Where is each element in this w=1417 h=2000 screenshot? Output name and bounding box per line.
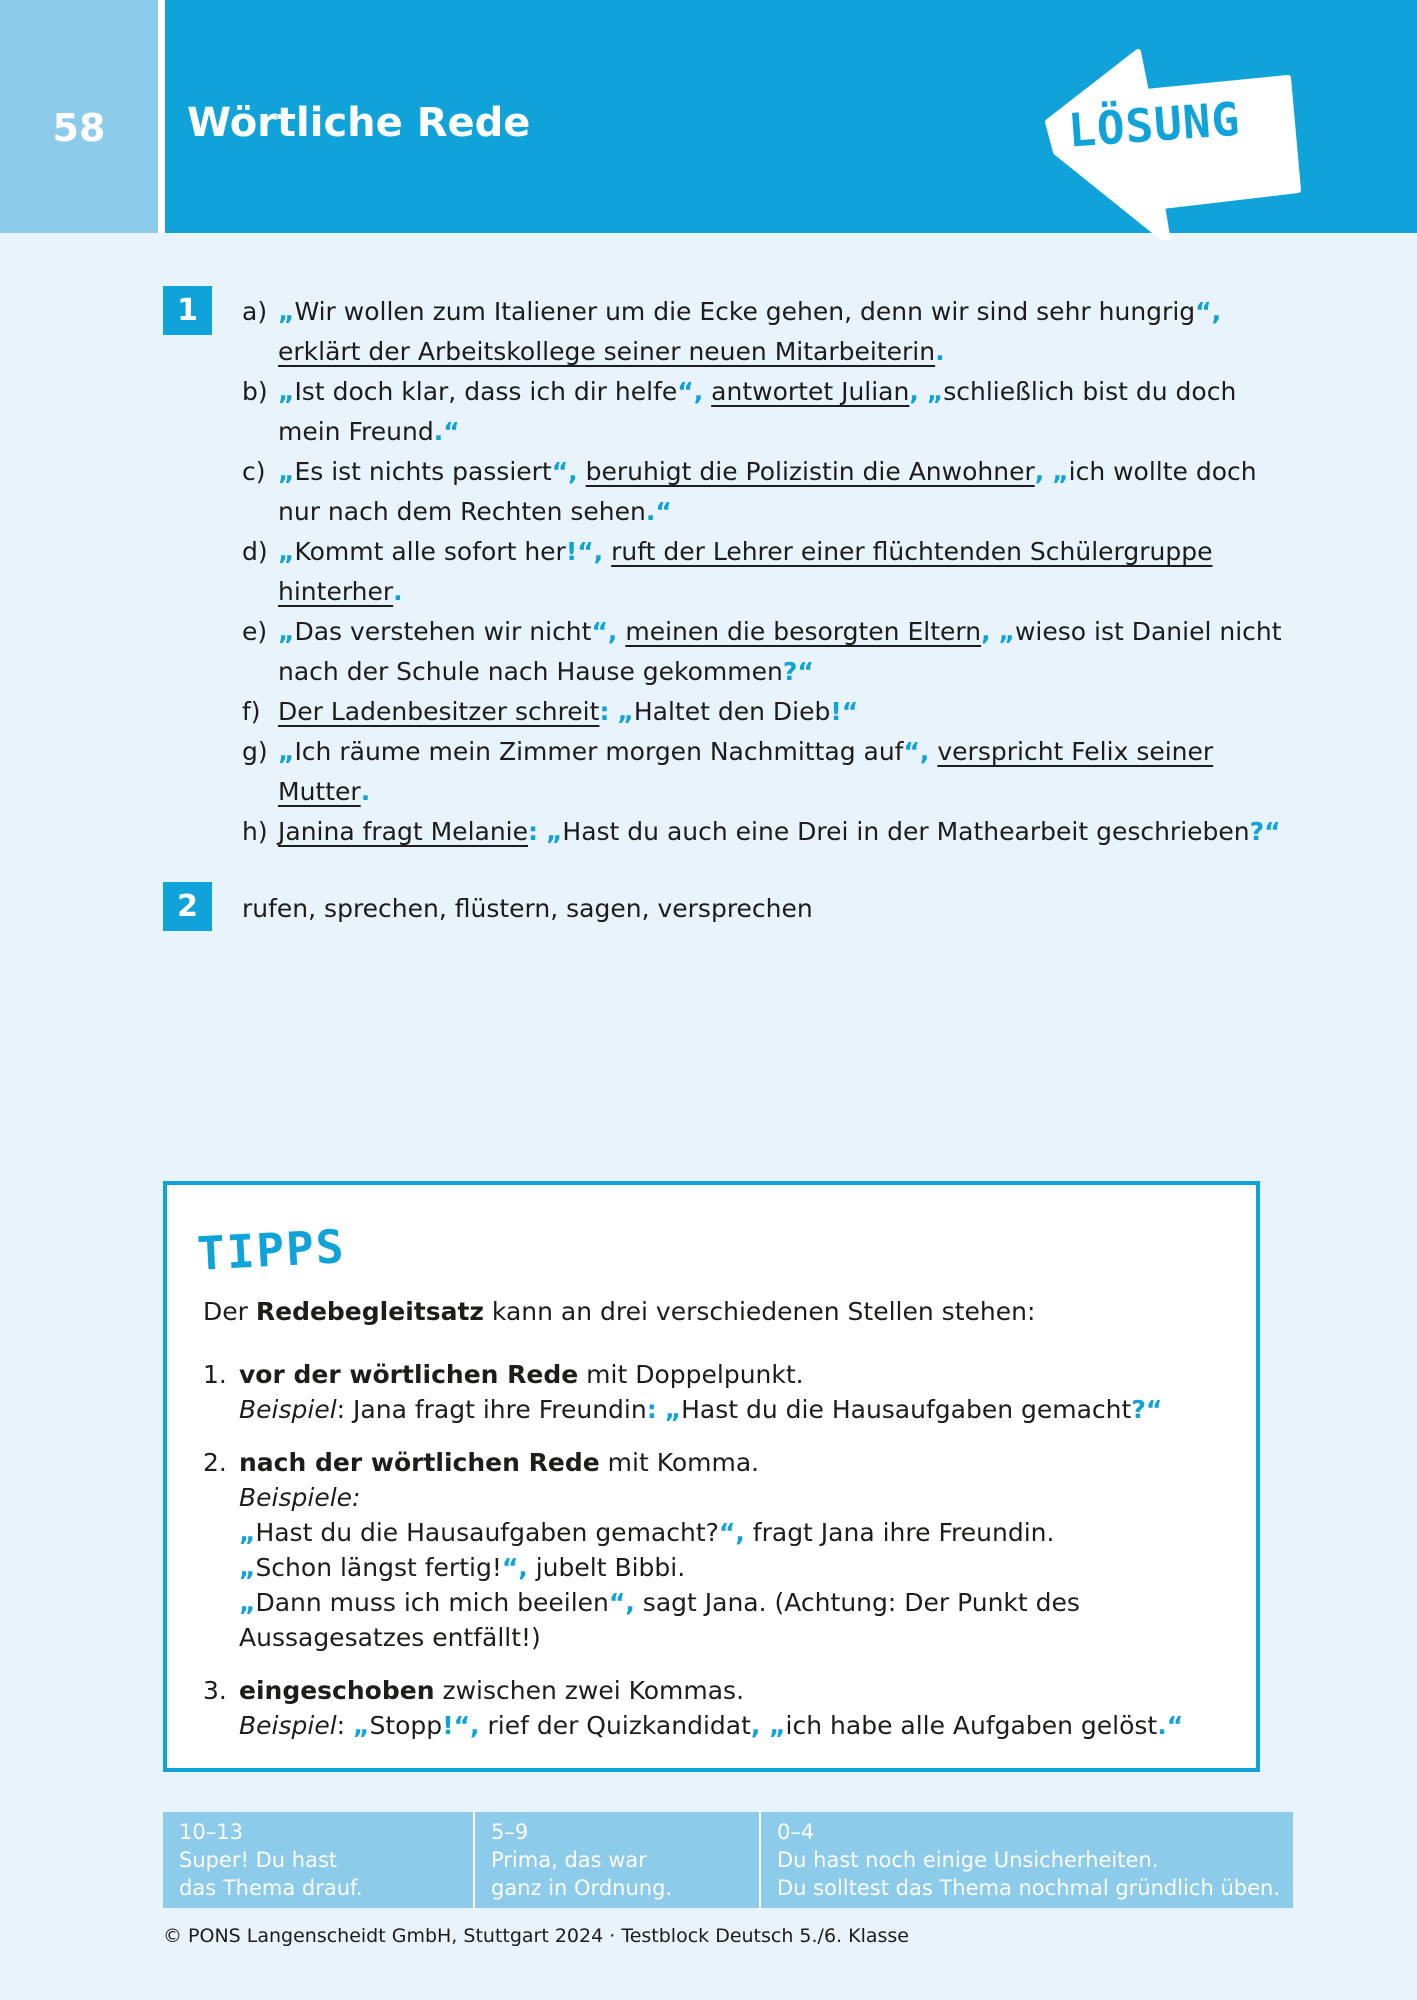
- answer-b: [242, 372, 1302, 452]
- score-text: ganz in Ordnung.: [491, 1876, 673, 1900]
- attribution: ruft der Lehrer einer flüchtenden Schülergruppe hinterher: [278, 537, 1213, 606]
- tip-text: zwischen zwei Kommas.: [434, 1676, 745, 1705]
- punctuation: ,: [909, 377, 919, 406]
- attribution: Janina fragt Melanie: [278, 817, 528, 846]
- score-bar: [163, 1812, 1293, 1908]
- tip-keyword: nach der wörtlichen Rede: [239, 1448, 600, 1477]
- speech: Hast du auch eine Drei in der Mathearbeit geschrieben: [562, 817, 1250, 846]
- score-text: Prima, das war: [491, 1848, 647, 1872]
- attribution: antwortet Julian: [711, 377, 910, 406]
- quote-mark: „: [278, 737, 295, 766]
- tip-item-1: [203, 1357, 1243, 1427]
- solution-badge: LÖSUNG: [1066, 91, 1242, 158]
- attribution: meinen die besorgten Eltern: [625, 617, 982, 646]
- answer-e: [242, 612, 1302, 692]
- answer-c: [242, 452, 1302, 532]
- punctuation: :: [528, 817, 538, 846]
- punctuation: “,: [551, 457, 578, 486]
- quote-mark: „: [1052, 457, 1069, 486]
- quote-mark: „: [278, 617, 295, 646]
- tips-list: [203, 1357, 1243, 1761]
- punctuation: “,: [718, 1518, 745, 1547]
- task-number-2: 2: [163, 882, 212, 931]
- speech: schließlich bist du doch mein Freund: [278, 377, 1237, 446]
- example-quote: ich habe alle Aufgaben gelöst: [785, 1711, 1158, 1740]
- attribution: verspricht Felix seiner Mutter: [278, 737, 1214, 806]
- score-text: das Thema drauf.: [179, 1876, 363, 1900]
- example-text: Jana fragt ihre Freundin: [353, 1395, 647, 1424]
- punctuation: “,: [677, 377, 704, 406]
- punctuation: .“: [433, 417, 460, 446]
- tip-number: 1.: [203, 1360, 227, 1389]
- punctuation: “,: [501, 1553, 528, 1582]
- quote-mark: „: [278, 537, 295, 566]
- quote-mark: „: [239, 1588, 256, 1617]
- speech: Das verstehen wir nicht: [294, 617, 592, 646]
- tip-text: mit Doppelpunkt.: [578, 1360, 804, 1389]
- punctuation: .: [393, 577, 403, 606]
- score-text: Du solltest das Thema nochmal gründlich üben.: [777, 1876, 1280, 1900]
- example-text: sagt Jana. (Achtung: Der Punkt des Aussagesatzes entfällt!): [239, 1588, 1080, 1652]
- punctuation: !“: [830, 697, 859, 726]
- item-label: g): [242, 737, 268, 766]
- score-range: 0–4: [777, 1820, 815, 1844]
- punctuation: “,: [608, 1588, 635, 1617]
- attribution: Der Ladenbesitzer schreit: [278, 697, 600, 726]
- item-label: b): [242, 377, 268, 406]
- colon: :: [336, 1711, 354, 1740]
- item-label: d): [242, 537, 268, 566]
- speech: Es ist nichts passiert: [294, 457, 552, 486]
- score-range: 10–13: [179, 1820, 243, 1844]
- example-quote: Schon längst fertig!: [255, 1553, 502, 1582]
- quote-mark: „: [926, 377, 944, 406]
- page-title: Wörtliche Rede: [187, 100, 531, 146]
- punctuation: :: [646, 1395, 657, 1424]
- example-text: jubelt Bibbi.: [527, 1553, 686, 1582]
- punctuation: :: [599, 697, 610, 726]
- speech: ich wollte doch nur nach dem Rechten sehen: [278, 457, 1257, 526]
- answer-g: [242, 732, 1302, 812]
- quote-mark: „: [760, 1711, 786, 1740]
- punctuation: .: [360, 777, 371, 806]
- score-box-mid: [473, 1812, 759, 1908]
- example-text: rief der Quizkandidat: [479, 1711, 751, 1740]
- punctuation: ?“: [1249, 817, 1281, 846]
- intro-text: Der: [203, 1297, 256, 1326]
- answer-h: [242, 812, 1302, 852]
- task-number-1: 1: [163, 286, 212, 335]
- punctuation: “,: [591, 617, 618, 646]
- tip-text: mit Komma.: [599, 1448, 760, 1477]
- tips-heading: TIPPS: [195, 1219, 347, 1281]
- punctuation: “,: [903, 737, 930, 766]
- tip-keyword: eingeschoben: [239, 1676, 435, 1705]
- quote-mark: „: [239, 1553, 256, 1582]
- task-1-answers: [242, 292, 1302, 852]
- example-quote: Stopp: [369, 1711, 443, 1740]
- score-text: Du hast noch einige Unsicherheiten.: [777, 1848, 1159, 1872]
- intro-text: kann an drei verschiedenen Stellen stehen:: [483, 1297, 1036, 1326]
- answer-f: [242, 692, 1302, 732]
- tip-item-2: [203, 1445, 1243, 1655]
- quote-mark: „: [617, 697, 634, 726]
- example-text: fragt Jana ihre Freundin.: [744, 1518, 1055, 1547]
- example-quote: Dann muss ich mich beeilen: [255, 1588, 609, 1617]
- speech: wieso ist Daniel nicht nach der Schule nach Hause gekommen: [278, 617, 1282, 686]
- punctuation: .: [935, 337, 945, 366]
- speech: Ich räume mein Zimmer morgen Nachmittag auf: [294, 737, 904, 766]
- example-label: Beispiel: [239, 1395, 337, 1424]
- answer-a: [242, 292, 1302, 372]
- speech: Ist doch klar, dass ich dir helfe: [294, 377, 678, 406]
- punctuation: !“,: [442, 1711, 480, 1740]
- tip-keyword: vor der wörtlichen Rede: [239, 1360, 579, 1389]
- punctuation: .“: [1157, 1711, 1184, 1740]
- quote-mark: „: [239, 1518, 256, 1547]
- item-label: f): [242, 697, 261, 726]
- quote-mark: „: [353, 1711, 370, 1740]
- score-box-low: [759, 1812, 1293, 1908]
- score-text: Super! Du hast: [179, 1848, 338, 1872]
- speech: Wir wollen zum Italiener um die Ecke gehen, denn wir sind sehr hungrig: [294, 297, 1196, 326]
- punctuation: ?“: [1131, 1395, 1163, 1424]
- tips-intro: [203, 1297, 1035, 1326]
- attribution: erklärt der Arbeitskollege seiner neuen Mitarbeiterin: [278, 337, 936, 366]
- item-label: a): [242, 297, 268, 326]
- quote-mark: „: [278, 457, 295, 486]
- attribution: beruhigt die Polizistin die Anwohner: [585, 457, 1035, 486]
- speech: Kommt alle sofort her: [294, 537, 566, 566]
- example-quote: Hast du die Hausaufgaben gemacht: [681, 1395, 1132, 1424]
- answer-d: [242, 532, 1302, 612]
- punctuation: !“,: [565, 537, 604, 566]
- item-label: h): [242, 817, 268, 846]
- example-label: Beispiele:: [239, 1483, 361, 1512]
- tip-item-3: [203, 1673, 1243, 1743]
- quote-mark: „: [664, 1395, 682, 1424]
- example-label: Beispiel: [239, 1711, 337, 1740]
- punctuation: ?“: [782, 657, 814, 686]
- punctuation: .“: [645, 497, 672, 526]
- item-label: c): [242, 457, 266, 486]
- page-number: 58: [52, 105, 106, 150]
- task-2-answer: rufen, sprechen, flüstern, sagen, versprechen: [242, 894, 813, 923]
- quote-mark: „: [278, 297, 295, 326]
- punctuation: “,: [1195, 297, 1222, 326]
- punctuation: ,: [981, 617, 991, 646]
- score-range: 5–9: [491, 1820, 529, 1844]
- tip-number: 3.: [203, 1676, 227, 1705]
- tip-number: 2.: [203, 1448, 227, 1477]
- tips-box: [163, 1181, 1260, 1772]
- quote-mark: „: [998, 617, 1015, 646]
- punctuation: ,: [750, 1711, 761, 1740]
- intro-keyword: Redebegleitsatz: [255, 1297, 484, 1326]
- speech: Haltet den Dieb: [633, 697, 831, 726]
- punctuation: ,: [1034, 457, 1045, 486]
- divider: [158, 0, 165, 233]
- score-box-high: [163, 1812, 473, 1908]
- copyright-footer: © PONS Langenscheidt GmbH, Stuttgart 2024 · Testblock Deutsch 5./6. Klasse: [163, 1925, 909, 1947]
- item-label: e): [242, 617, 268, 646]
- example-quote: Hast du die Hausaufgaben gemacht?: [255, 1518, 719, 1547]
- quote-mark: „: [545, 817, 563, 846]
- colon: :: [336, 1395, 354, 1424]
- quote-mark: „: [278, 377, 295, 406]
